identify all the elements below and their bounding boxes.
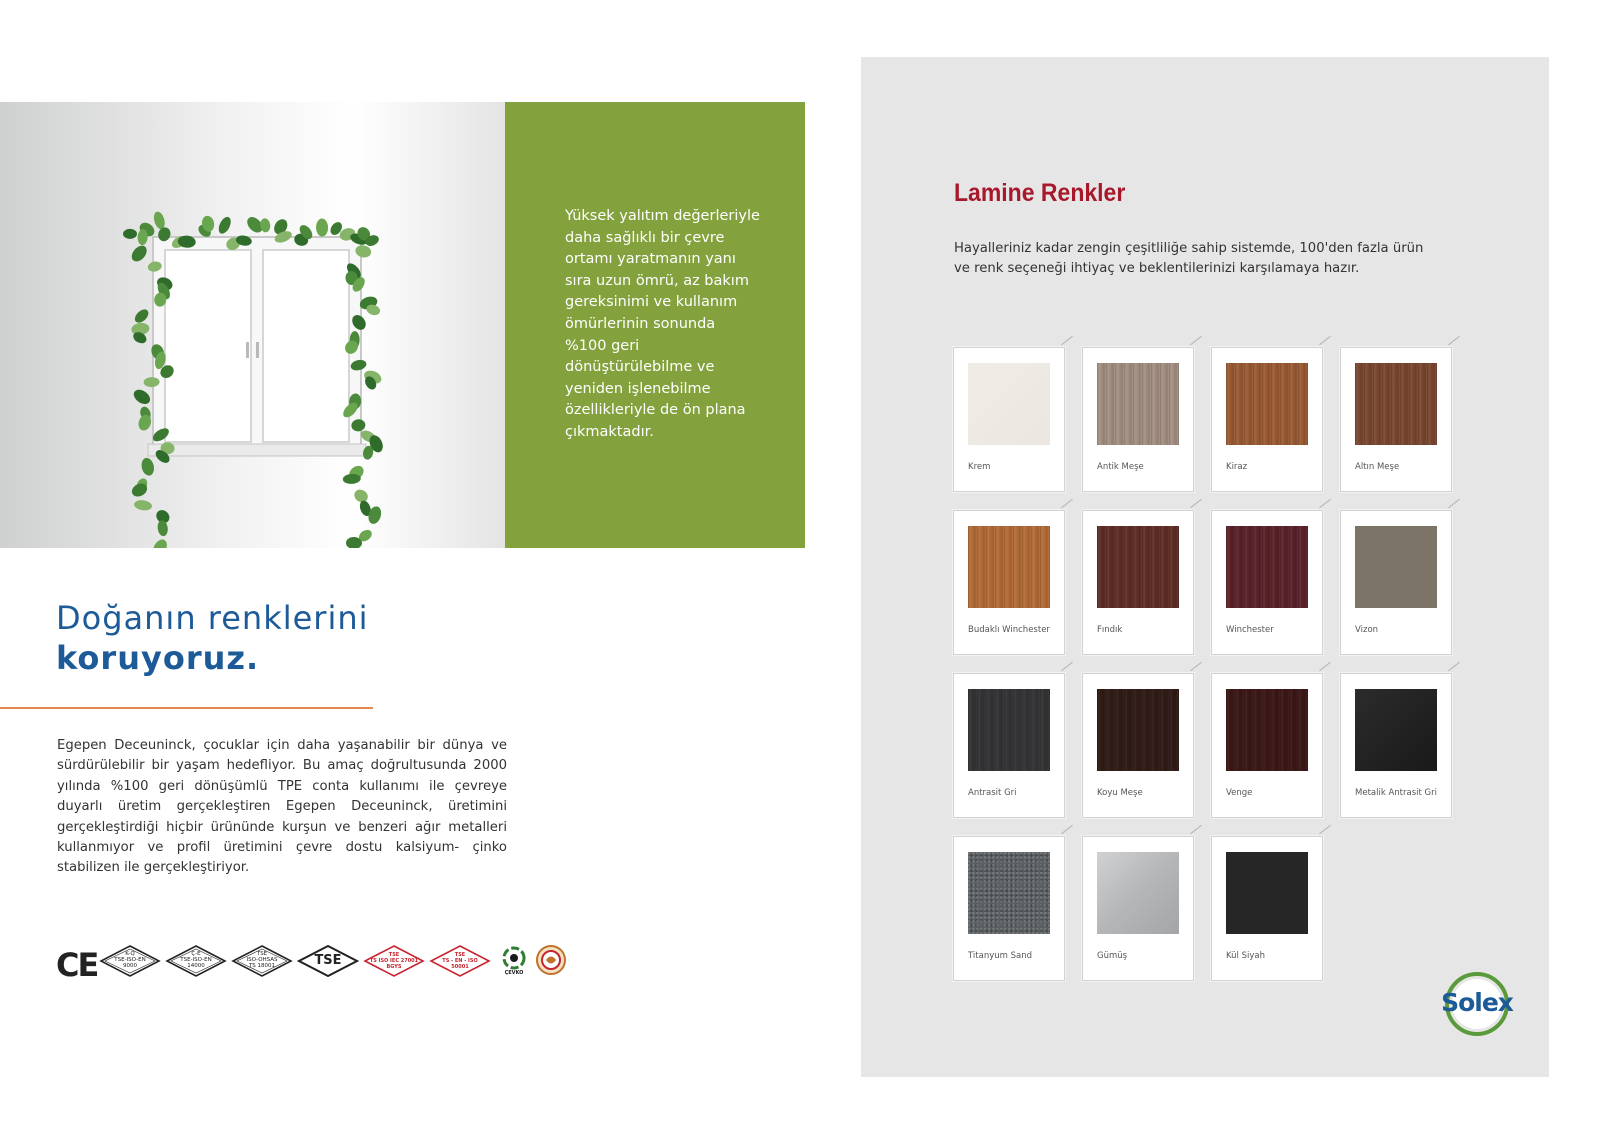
green-text-line: gereksinimi ve kullanım xyxy=(565,294,738,311)
tse-cert-icon xyxy=(297,944,359,978)
color-swatch xyxy=(968,689,1050,771)
color-card[interactable] xyxy=(1211,673,1323,818)
color-card[interactable] xyxy=(1082,673,1194,818)
color-swatch xyxy=(1355,363,1437,445)
section-description xyxy=(954,239,1424,280)
ce-env-cert-line: TSE-ISO-EN xyxy=(180,957,212,963)
green-text-line: dönüştürülebilme ve xyxy=(565,359,715,376)
kq-cert-icon xyxy=(99,944,161,978)
color-name-label: Kiraz xyxy=(1226,462,1248,472)
color-swatch xyxy=(1226,526,1308,608)
laminate-colors-panel xyxy=(861,57,1549,1077)
color-card[interactable] xyxy=(1211,510,1323,655)
ivy-leaf xyxy=(150,537,169,548)
description-line: ve renk seçeneği ihtiyaç ve beklentilerinizi karşılamaya hazır. xyxy=(954,261,1360,277)
color-swatch xyxy=(1097,526,1179,608)
color-card[interactable] xyxy=(953,836,1065,981)
ohsas-cert-line: TS 18001 xyxy=(248,963,276,969)
tse-50001-line: 50001 xyxy=(451,964,469,970)
solex-logo xyxy=(1437,970,1517,1041)
ivy-leaf xyxy=(133,499,152,511)
color-card[interactable] xyxy=(1211,836,1323,981)
color-card[interactable] xyxy=(1082,836,1194,981)
description-line: Hayalleriniz kadar zengin çeşitliliğe sahip sistemde, 100'den fazla ürün xyxy=(954,241,1424,256)
color-card[interactable] xyxy=(1340,673,1452,818)
color-swatch xyxy=(1097,852,1179,934)
green-text-line: yeniden işlenebilme xyxy=(565,380,711,397)
color-card[interactable] xyxy=(953,673,1065,818)
color-name-label: Antrasit Gri xyxy=(968,788,1017,798)
color-swatch xyxy=(968,363,1050,445)
heading-line-1: Doğanın renklerini xyxy=(56,599,369,637)
green-info-panel xyxy=(505,102,805,548)
color-name-label: Titanyum Sand xyxy=(968,951,1033,961)
ivy-leaf xyxy=(129,243,150,264)
color-card[interactable] xyxy=(1082,510,1194,655)
ivy-leaf xyxy=(316,218,328,236)
ivy-leaf xyxy=(131,387,153,407)
color-name-label: Metalik Antrasit Gri xyxy=(1355,788,1437,798)
color-name-label: Winchester xyxy=(1226,625,1274,635)
ohsas-cert-icon xyxy=(231,944,293,978)
window-ivy-image xyxy=(0,102,505,548)
quality-seal-icon xyxy=(534,944,568,978)
green-panel-text xyxy=(565,206,765,444)
tse-cert-label: TSE xyxy=(314,953,342,968)
cevko-label: ÇEVKO xyxy=(504,970,524,976)
page-heading xyxy=(56,598,369,678)
color-swatch xyxy=(1355,689,1437,771)
color-card[interactable] xyxy=(953,510,1065,655)
color-name-label: Krem xyxy=(968,462,991,472)
color-name-label: Altın Meşe xyxy=(1355,462,1400,472)
ohsas-cert-line: ISO-OHSAS xyxy=(246,957,278,963)
tse-50001-line: TSE xyxy=(454,952,466,958)
color-name-label: Gümüş xyxy=(1097,951,1128,961)
color-name-label: Budaklı Winchester xyxy=(968,625,1050,635)
color-swatch xyxy=(1226,689,1308,771)
divider xyxy=(0,707,373,709)
green-text-line: ömürlerinin sonunda xyxy=(565,315,716,332)
body-paragraph: Egepen Deceuninck, çocuklar için daha yaşanabilir bir dünya ve sürdürülebilir bir yaşam hedefliyor. Bu amaç doğrultusunda 2000 yılında %100 geri dönüşümlü TPE conta kullanımı ile çevreye duyarlı üretim gerçekleştiren Egepen Deceuninck, üretimini gerçekleştirdiği hiçbir ürününde kurşun ve benzeri ağır metalleri kullanmıyor ve profil üretimini çevre dostu kalsiyum- çinko stabilizen ile gerçekleştiriyor. xyxy=(57,738,507,876)
color-name-label: Antik Meşe xyxy=(1097,462,1144,472)
window-illustration xyxy=(0,102,505,548)
kq-cert-line: K-Q xyxy=(125,951,135,957)
color-name-label: Kül Siyah xyxy=(1226,951,1265,961)
solex-logo-text: Solex xyxy=(1441,988,1513,1017)
ce-env-cert-icon xyxy=(165,944,227,978)
color-swatch xyxy=(1097,689,1179,771)
color-card[interactable] xyxy=(1340,347,1452,492)
color-name-label: Venge xyxy=(1226,788,1253,798)
green-text-line: %100 geri xyxy=(565,337,640,354)
ivy-leaf xyxy=(152,210,167,230)
green-text-line: daha sağlıklı bir çevre xyxy=(565,229,725,246)
color-card[interactable] xyxy=(1082,347,1194,492)
color-swatch xyxy=(1226,852,1308,934)
ivy-leaf xyxy=(140,457,156,477)
tse-bgys-line: TSE xyxy=(388,952,400,958)
ce-env-cert-line: Ç-E xyxy=(191,951,201,957)
ce-env-cert-line: 14000 xyxy=(187,963,205,969)
tse-bgys-line: TS ISO IEC 27001 xyxy=(369,958,419,964)
color-swatch xyxy=(1226,363,1308,445)
color-name-label: Fındık xyxy=(1097,625,1123,635)
cevko-recycle-icon xyxy=(497,944,531,978)
color-swatch xyxy=(1355,526,1437,608)
green-text-line: Yüksek yalıtım değerleriyle xyxy=(565,208,760,224)
color-name-label: Koyu Meşe xyxy=(1097,788,1143,798)
section-title: Lamine Renkler xyxy=(954,179,1126,207)
color-swatch xyxy=(968,526,1050,608)
color-swatch xyxy=(968,852,1050,934)
tse-50001-cert-icon xyxy=(429,944,491,978)
ce-mark-icon: CE xyxy=(56,946,98,984)
green-text-line: sıra uzun ömrü, az bakım xyxy=(565,272,749,289)
ohsas-cert-line: TSE xyxy=(256,951,268,957)
tse-bgys-line: BGYS xyxy=(386,964,402,970)
kq-cert-line: 9000 xyxy=(123,963,137,969)
ivy-leaf xyxy=(123,229,137,239)
color-card[interactable] xyxy=(1211,347,1323,492)
kq-cert-line: TSE-ISO-EN xyxy=(114,957,146,963)
green-text-line: çıkmaktadır. xyxy=(565,423,654,440)
color-card[interactable] xyxy=(1340,510,1452,655)
heading-line-2: koruyoruz. xyxy=(56,639,260,677)
color-name-label: Vizon xyxy=(1355,625,1379,635)
color-swatch-grid xyxy=(953,347,1453,961)
color-card[interactable] xyxy=(953,347,1065,492)
tse-50001-line: TS - EN - ISO xyxy=(442,958,478,964)
tse-bgys-cert-icon xyxy=(363,944,425,978)
green-text-line: özellikleriyle de ön plana xyxy=(565,402,746,419)
ivy-leaf xyxy=(216,215,233,236)
green-text-line: ortamı yaratmanın yanı xyxy=(565,251,736,268)
ivy-leaf xyxy=(132,307,150,325)
certification-logos xyxy=(56,944,576,984)
color-swatch xyxy=(1097,363,1179,445)
